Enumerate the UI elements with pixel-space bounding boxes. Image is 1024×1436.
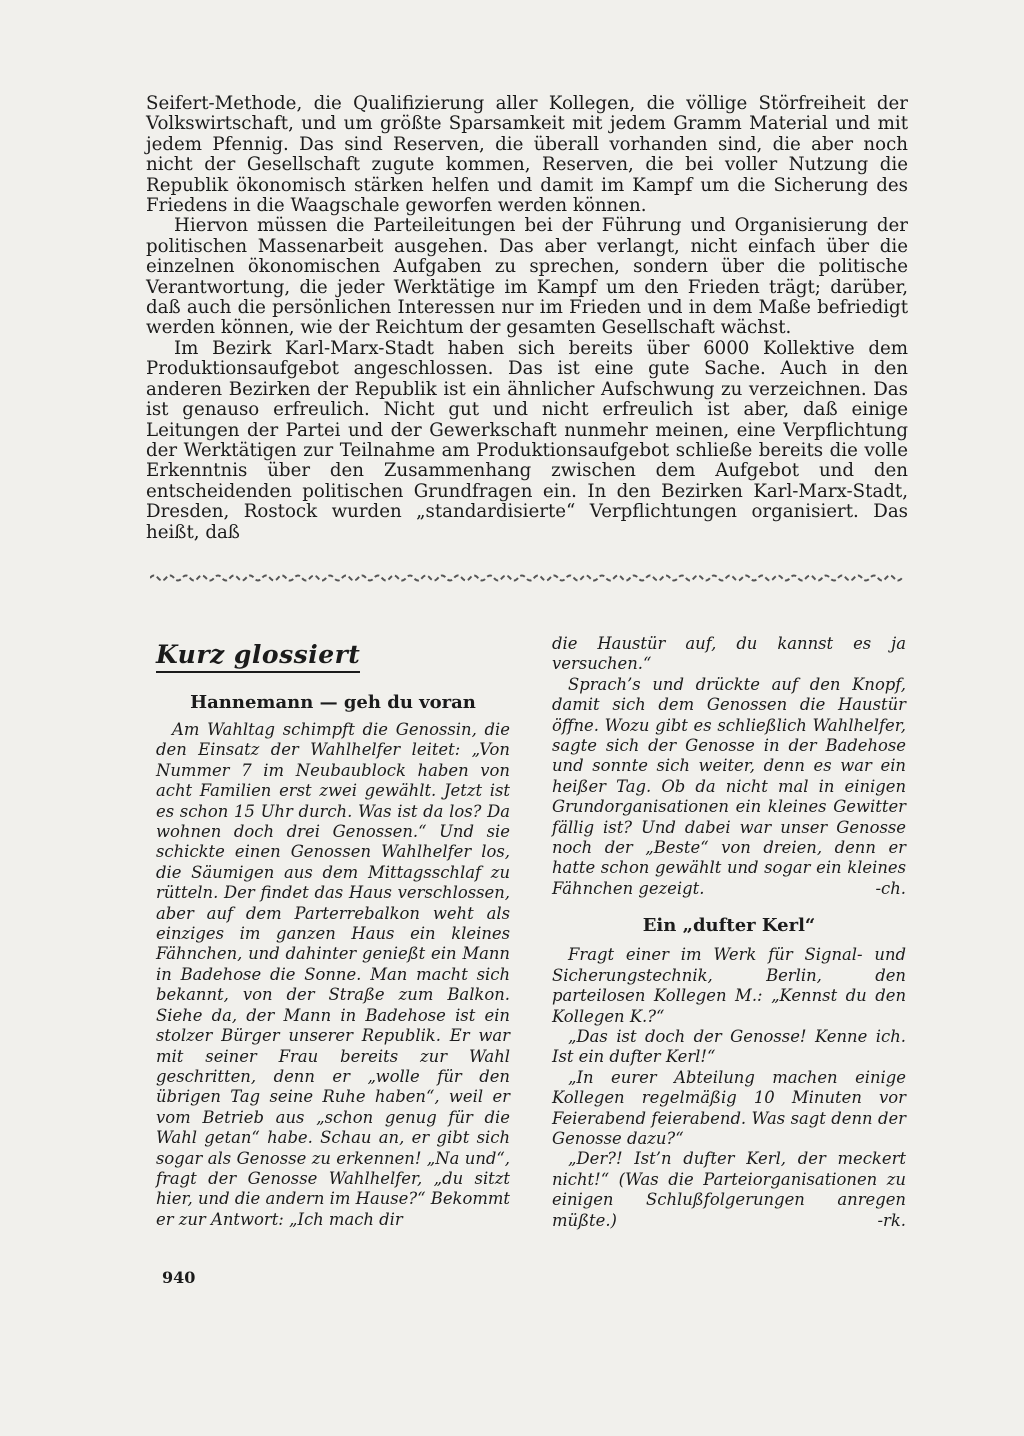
article-body: „In eurer Abteilung machen einige Kollegen regelmäßig 10 Minuten vor Feierabend feierabend. Was sagt denn der Genosse dazu?“ bbox=[552, 1067, 906, 1148]
section-title-block bbox=[156, 634, 510, 674]
ornamental-divider bbox=[150, 572, 908, 584]
paragraph: Hiervon müssen die Parteileitungen bei der Führung und Organisierung der politischen Massenarbeit ausgehen. Das aber verlangt, nicht einfach über die einzelnen ökonomischen Aufgaben zu sprechen, sondern über die politische Verantwortung, die jeder Werktätige im Kampf um den Frieden trägt; darüber, daß auch die persönlichen Interessen nur im Frieden und in dem Maße befriedigt werden können, wie der Reichtum der gesamten Gesellschaft wächst. bbox=[146, 215, 908, 339]
article-headline: Hannemann — geh du voran bbox=[190, 692, 476, 713]
paragraph: Im Bezirk Karl-Marx-Stadt haben sich bereits über 6000 Kollektive dem Produktionsaufgebot angeschlossen. Das ist eine gute Sache. Auch in den anderen Bezirken der Republik ist ein ähnlicher Aufschwung zu verzeichnen. Das ist genauso erfreulich. Nicht gut und nicht erfreulich ist aber, daß einige Leitungen der Partei und der Gewerkschaft nunmehr meinen, eine Verpflichtung der Werktätigen zur Teilnahme am Produktionsaufgebot schließe bereits die volle Erkenntnis über den Zusammenhang zwischen dem Aufgebot und den entscheidenden politischen Grundfragen ein. In den Bezirken Karl-Marx-Stadt, Dresden, Rostock wurden „standardisierte“ Verpflichtungen organisiert. Das heißt, daß bbox=[146, 337, 908, 543]
main-article-continuation bbox=[146, 94, 908, 543]
article-headline: Ein „dufter Kerl“ bbox=[642, 915, 816, 937]
author-signature: -ch. bbox=[875, 878, 906, 898]
article-text: „Der?! Ist’n dufter Kerl, der meckert nicht!“ (Was die Parteiorganisationen zu einigen Schlußfolgerungen anregen müßte.) bbox=[552, 1149, 906, 1230]
author-signature: -rk. bbox=[877, 1210, 906, 1230]
article-body: Fragt einer im Werk für Signal- und Sicherungstechnik, Berlin, den parteilosen Kollegen M.: „Kennst du den Kollegen K.?“ bbox=[552, 945, 906, 1026]
article-text: Sprach’s und drückte auf den Knopf, damit sich dem Genossen die Haustür öffne. Wozu gibt es schließlich Wahlhelfer, sagte sich der Genosse in der Badehose und sonnte sich weiter, denn es war ein heißer Tag. Ob da nicht mal in einigen Grundorganisationen ein kleines Gewitter fällig ist? Und dabei war unser Genosse noch der „Beste“ von dreien, denn er hatte schon gewählt und sogar ein kleines Fähnchen gezeigt. bbox=[552, 674, 906, 898]
right-column bbox=[552, 634, 906, 1231]
divider-ornament-icon bbox=[150, 572, 908, 584]
page-number: 940 bbox=[162, 1268, 196, 1287]
section-title: Kurz glossiert bbox=[156, 640, 360, 673]
article-body bbox=[552, 675, 906, 899]
article-body: Am Wahltag schimpft die Genossin, die den Einsatz der Wahlhelfer leitet: „Von Nummer 7 im Neubaublock haben von acht Familien erst zwei gewählt. Jetzt ist es schon 15 Uhr durch. Was ist da los? Da wohnen doch drei Genossen.“ Und sie schickte einen Genossen Wahlhelfer los, die Säumigen aus dem Mittagsschlaf zu rütteln. Der findet das Haus verschlossen, aber auf dem Parterrebalkon weht als einziges im ganzen Haus ein kleines Fähnchen, und dahinter genießt ein Mann in Badehose die Sonne. Man macht sich bekannt, von der Straße zum Balkon. Siehe da, der Mann in Badehose ist ein stolzer Bürger unserer Republik. Er war mit seiner Frau bereits zur Wahl geschritten, denn er „wolle für den übrigen Tag seine Ruhe haben“, weil er vom Betrieb aus „schon genug für die Wahl getan“ habe. Schau an, er gibt sich sogar als Genosse zu erkennen! „Na und“, fragt der Genosse Wahlhelfer, „du sitzt hier, und die andern im Hause?“ Bekommt er zur Antwort: „Ich mach dir bbox=[156, 720, 510, 1229]
article-body: „Das ist doch der Genosse! Kenne ich. Ist ein dufter Kerl!“ bbox=[552, 1026, 906, 1067]
paragraph: Seifert-Methode, die Qualifizierung aller Kollegen, die völlige Störfreiheit der Volkswirtschaft, und um größte Sparsamkeit mit jedem Gramm Material und mit jedem Pfennig. Das sind Reserven, die überall vorhanden sind, die aber noch nicht der Gesellschaft zugute kommen, Reserven, die bei voller Nutzung die Republik ökonomisch stärken helfen und damit im Kampf um die Sicherung des Friedens in die Waagschale geworfen werden können. bbox=[146, 93, 908, 217]
left-column bbox=[156, 634, 510, 1230]
article-body bbox=[552, 1149, 906, 1231]
article-body-continued: die Haustür auf, du kannst es ja versuchen.“ bbox=[552, 634, 906, 674]
